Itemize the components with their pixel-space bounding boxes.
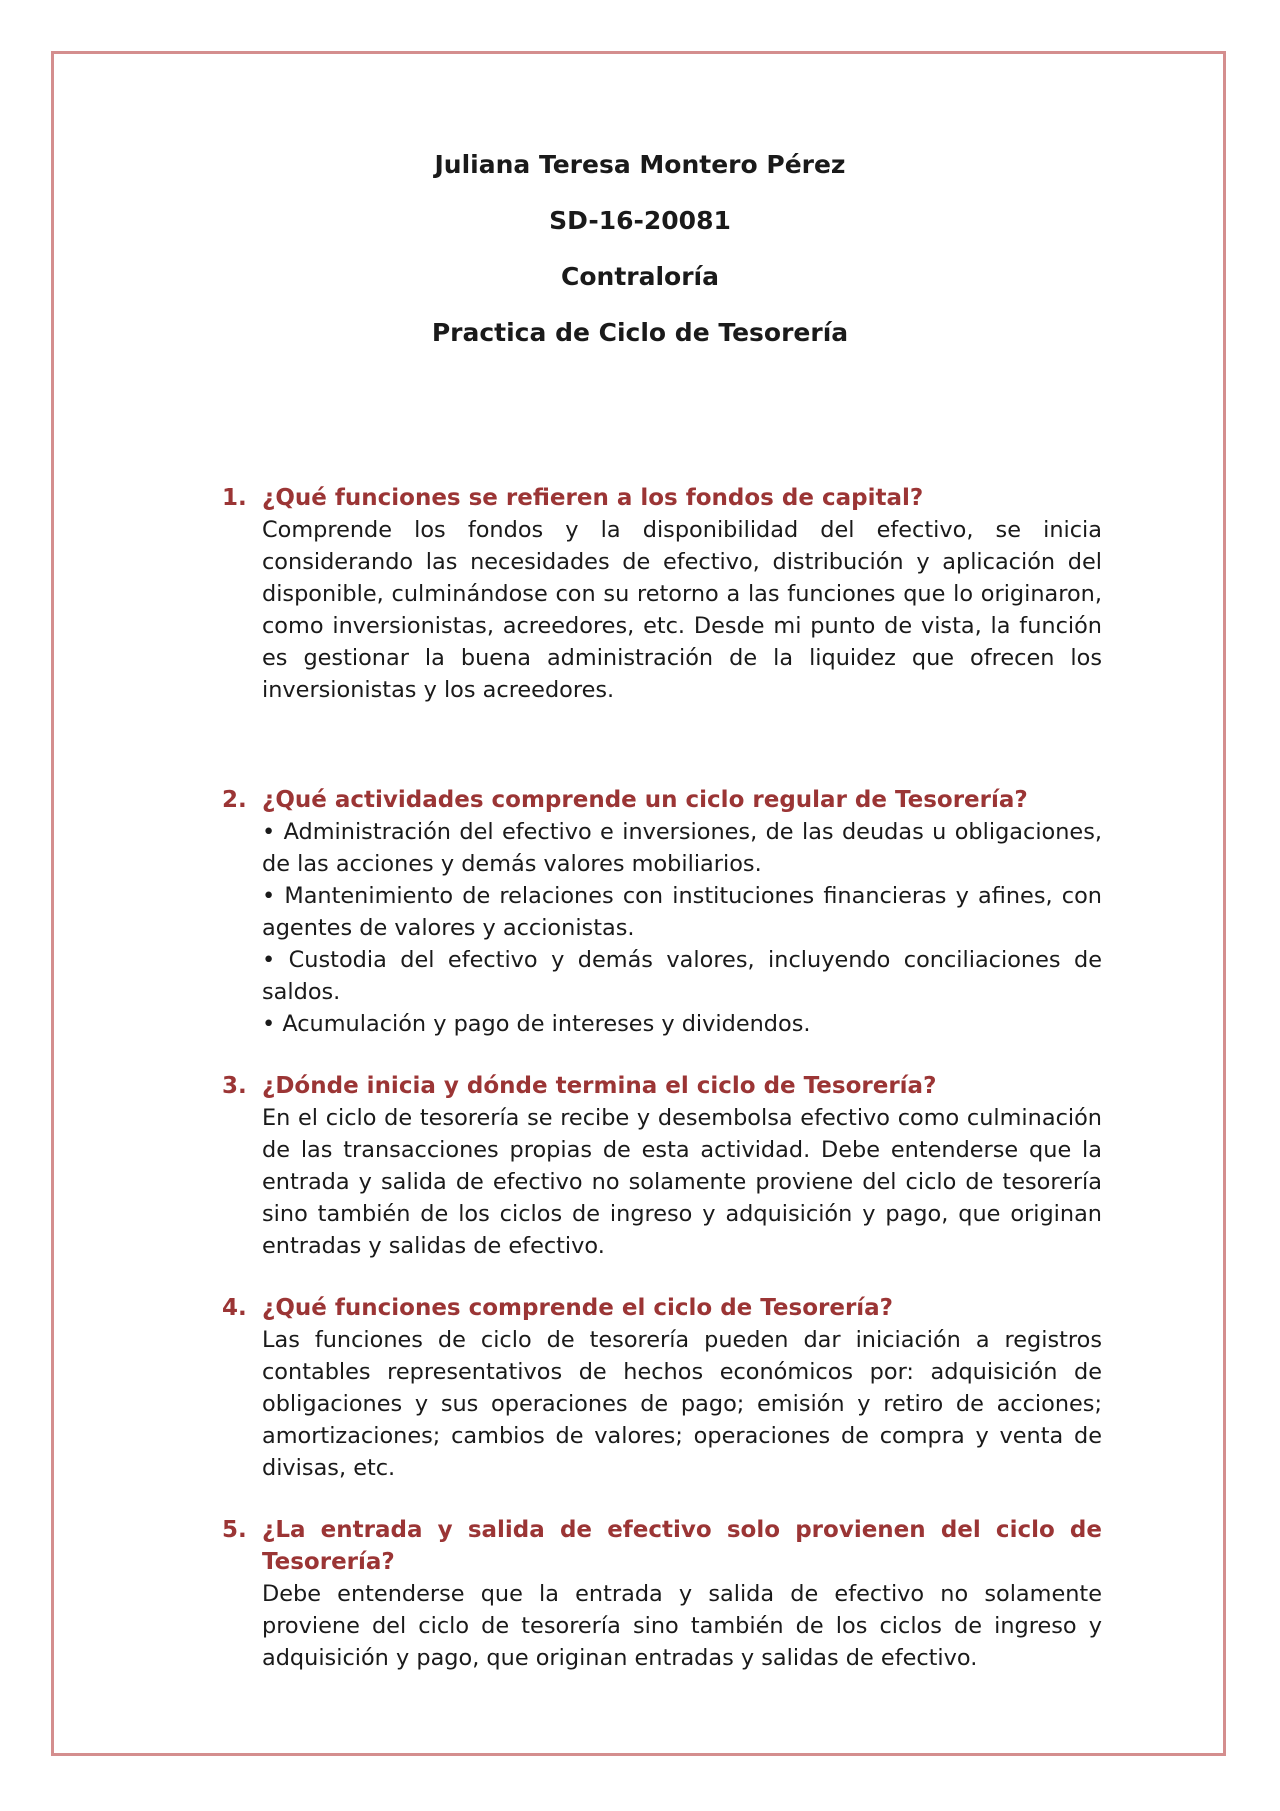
answer-bullet: • Custodia del efectivo y demás valores, incluyendo conciliaciones de saldos. [262,947,1102,1005]
question-number: 5. [222,1517,247,1543]
question-answer: Las funciones de ciclo de tesorería pueden dar iniciación a registros contables representativos de hechos económicos por: adquisición de obligaciones y sus operaciones de pago; emisión y retiro de acciones; amortizaciones; cambios de valores; operaciones de compra y venta de divisas, etc. [262,1327,1102,1481]
subject-name: Contraloría [561,262,719,291]
answer-bullet: • Administración del efectivo e inversiones, de las deudas u obligaciones, de las acciones y demás valores mobiliarios. [262,819,1102,877]
question-item [222,1070,1102,1262]
question-item [222,1292,1102,1484]
question-answer: Debe entenderse que la entrada y salida de efectivo no solamente proviene del ciclo de tesorería sino también de los ciclos de ingreso y adquisición y pago, que originan entradas y salidas de efectivo. [262,1581,1102,1671]
question-title: ¿La entrada y salida de efectivo solo provienen del ciclo de Tesorería? [262,1517,1102,1575]
answer-bullet: • Mantenimiento de relaciones con instituciones financieras y afines, con agentes de valores y accionistas. [262,883,1102,941]
question-title: ¿Qué actividades comprende un ciclo regular de Tesorería? [262,787,1028,813]
question-title: ¿Qué funciones se refieren a los fondos de capital? [262,485,924,511]
question-answer: Comprende los fondos y la disponibilidad del efectivo, se inicia considerando las necesidades de efectivo, distribución y aplicación del disponible, culminándose con su retorno a las funciones que lo originaron, como inversionistas, acreedores, etc. Desde mi punto de vista, la función es gestionar la buena administración de la liquidez que ofrecen los inversionistas y los acreedores. [262,517,1102,703]
question-item [222,1514,1102,1674]
question-title: ¿Qué funciones comprende el ciclo de Tesorería? [262,1295,894,1321]
question-number: 3. [222,1073,247,1099]
question-title: ¿Dónde inicia y dónde termina el ciclo de Tesorería? [262,1073,937,1099]
question-item [222,482,1102,706]
document-title: Practica de Ciclo de Tesorería [431,318,849,347]
student-id: SD-16-20081 [549,206,731,235]
question-answer: En el ciclo de tesorería se recibe y desembolsa efectivo como culminación de las transacciones propias de esta actividad. Debe entenderse que la entrada y salida de efectivo no solamente proviene del ciclo de tesorería sino también de los ciclos de ingreso y adquisición y pago, que originan entradas y salidas de efectivo. [262,1105,1102,1259]
question-number: 4. [222,1295,247,1321]
question-list [222,482,1102,1674]
document-header [0,150,1280,374]
question-number: 2. [222,787,247,813]
question-item [222,784,1102,1040]
answer-bullet: • Acumulación y pago de intereses y dividendos. [262,1011,811,1037]
author-name: Juliana Teresa Montero Pérez [434,150,846,179]
question-number: 1. [222,485,247,511]
